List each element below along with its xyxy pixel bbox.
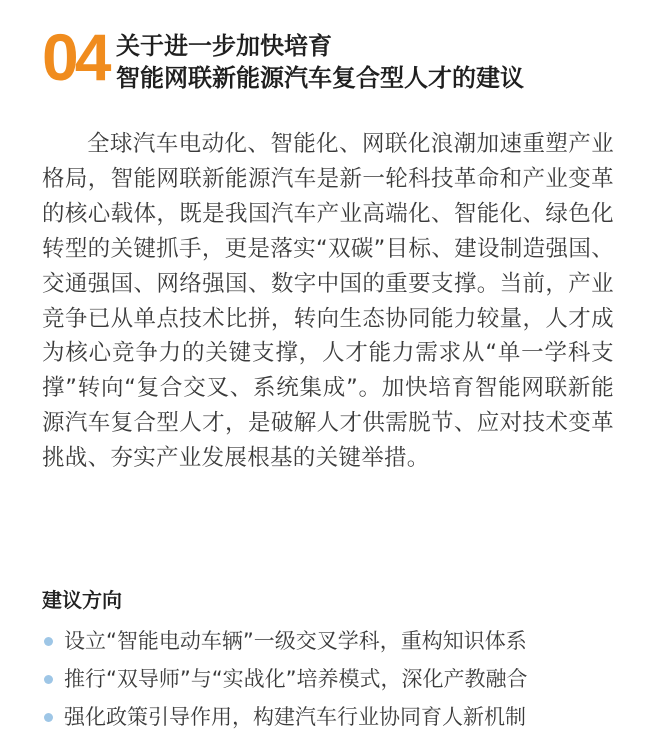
list-item [42, 660, 622, 698]
section-title-line-1: 关于进一步加快培育 [116, 32, 332, 60]
list-item-text: 推行“双导师”与“实战化”培养模式，深化产教融合 [64, 667, 528, 691]
bullet-dot-icon [44, 637, 53, 646]
suggestions-heading: 建议方向 [42, 588, 122, 612]
section-title-line-2: 智能网联新能源汽车复合型人才的建议 [116, 64, 524, 92]
list-item [42, 622, 622, 660]
bullet-dot-icon [44, 713, 53, 722]
list-item-text: 设立“智能电动车辆”一级交叉学科，重构知识体系 [64, 629, 527, 653]
body-paragraph: 全球汽车电动化、智能化、网联化浪潮加速重塑产业格局，智能网联新能源汽车是新一轮科技革命和产业变革的核心载体，既是我国汽车产业高端化、智能化、绿色化转型的关键抓手，更是落实“双碳”目标、建设制造强国、交通强国、网络强国、数字中国的重要支撑。当前，产业竞争已从单点技术比拼，转向生态协同能力较量，人才成为核心竞争力的关键支撑，人才能力需求从“单一学科支撑”转向“复合交叉、系统集成”。加快培育智能网联新能源汽车复合型人才，是破解人才供需脱节、应对技术变革挑战、夯实产业发展根基的关键举措。 [42, 131, 614, 472]
section-number: 04 [42, 20, 108, 94]
list-item-text: 强化政策引导作用，构建汽车行业协同育人新机制 [64, 705, 526, 729]
bullet-dot-icon [44, 675, 53, 684]
list-item [42, 698, 622, 736]
section-header [42, 20, 622, 99]
suggestions-list [42, 622, 622, 736]
